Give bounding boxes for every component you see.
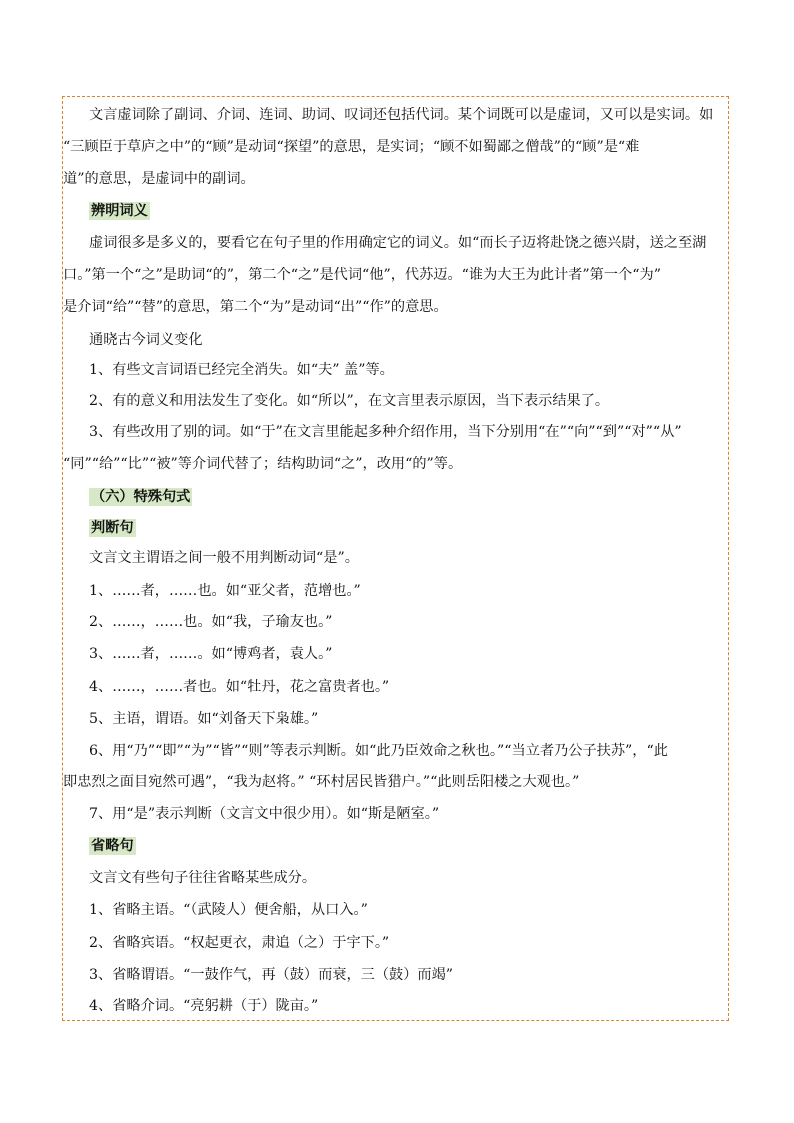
list-item: 1、有些文言词语已经完全消失。如“夫” 盖”等。 (89, 362, 394, 378)
paragraph-line: 通晓古今词义变化 (89, 332, 203, 348)
list-item: 7、用“是”表示判断（文言文中很少用）。如“斯是陋室。” (89, 806, 440, 822)
paragraph-line: “同”“给”“比”“被”等介词代替了；结构助词“之”，改用“的”等。 (63, 456, 463, 472)
list-item: 1、省略主语。“（武陵人）便舍船，从口入。” (89, 902, 368, 918)
paragraph-line: 口。”第一个“之”是助词“的”，第二个“之”是代词“他”，代苏迈。“谁为大王为此计者”第一个“为” (63, 267, 661, 283)
section-heading-teshu: （六）特殊句式 (91, 489, 191, 505)
list-item: 2、……，……也。如“我，子瑜友也。” (89, 614, 333, 630)
paragraph-line: 文言文有些句子往往省略某些成分。 (89, 870, 317, 886)
subheading-bianming: 辨明词义 (91, 203, 148, 219)
subheading-panduan: 判断句 (91, 520, 134, 536)
list-item: 5、主语，谓语。如“刘备天下枭雄。” (89, 711, 319, 727)
subheading-line (63, 518, 728, 538)
list-item: 4、省略介词。“亮躬耕（于）陇亩。” (89, 998, 319, 1014)
list-item: 2、有的意义和用法发生了变化。如“所以”，在文言里表示原因，当下表示结果了。 (89, 393, 610, 409)
paragraph-line: “三顾臣于草庐之中”的“顾”是动词“探望”的意思，是实词；“顾不如蜀鄙之僧哉”的“顾”是“难 (63, 139, 640, 155)
paragraph-line: 是介词“给”“替”的意思，第二个“为”是动词“出”“作”的意思。 (63, 299, 448, 315)
list-item: 3、有些改用了别的词。如“于”在文言里能起多种介绍作用，当下分别用“在”“向”“到”“对”“从” (89, 424, 682, 440)
paragraph-line: 虚词很多是多义的，要看它在句子里的作用确定它的词义。如“而长子迈将赴饶之德兴尉，送之至湖 (89, 235, 707, 251)
list-item: 4、……，……者也。如“牡丹，花之富贵者也。” (89, 679, 390, 695)
list-item: 3、……者，……。如“博鸡者，袁人。” (89, 646, 333, 662)
subheading-line (63, 201, 728, 221)
paragraph-line: 文言虚词除了副词、介词、连词、助词、叹词还包括代词。某个词既可以是虚词，又可以是实词。如 (89, 107, 714, 123)
paragraph-line: 道”的意思，是虚词中的副词。 (63, 171, 255, 187)
subheading-shenglue: 省略句 (91, 838, 134, 854)
subheading-line (63, 836, 728, 856)
paragraph-line: 即忠烈之面目宛然可遇”，“我为赵将。” “环村居民皆猎户。”“此则岳阳楼之大观也。” (63, 774, 580, 790)
list-item: 1、……者，……也。如“亚父者，范增也。” (89, 583, 361, 599)
content-frame (62, 96, 729, 1021)
paragraph-line: 文言文主谓语之间一般不用判断动词“是”。 (89, 550, 359, 566)
section-heading-line (63, 487, 728, 507)
list-item: 2、省略宾语。“权起更衣，肃追（之）于宇下。” (89, 935, 390, 951)
list-item: 3、省略谓语。“一鼓作气，再（鼓）而衰，三（鼓）而竭” (89, 967, 454, 983)
list-item: 6、用“乃”“即”“为”“皆”“则”等表示判断。如“此乃臣效命之秋也。”“当立者乃公子扶苏”，“此 (89, 743, 668, 759)
